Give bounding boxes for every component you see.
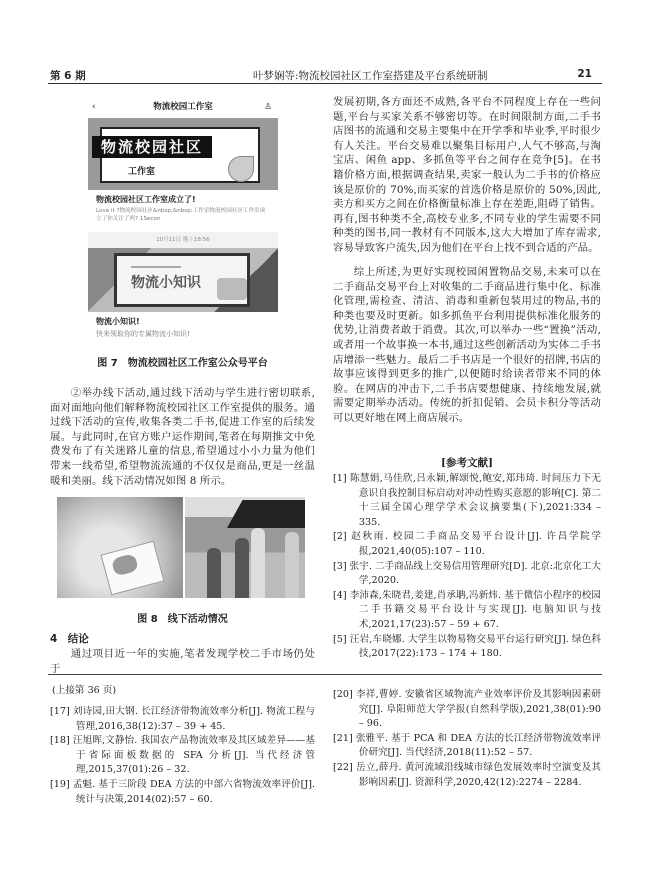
right-paragraph-1: 发展初期,各方面还不成熟,各平台不同程度上存在一些问题,平台与买家关系不够密切等。在时间限制方面,二手书店图书的流通和交易主要集中在开学季和毕业季,平时很少有人关注。平台交易难以聚集目标用户,人气不够高,与淘宝店、闲鱼 app、多抓鱼等平台之间存在竞争[5]。在书籍价格方面,根据调查结果,卖家一般认为二手书的价格应该是原价的 70%,而买家的首选价格是原价的 50%,因此,卖方和买方之间在价格衡量标准上存在差距,阻碍了销售。再有,图书种类不全,高校专业多,不同专业的学生需要不同种类的图书,同一教材有不同版本,这大大增加了库存需求,容易导致客户流失,因为他们在平台上找不到合适的产品。: [333, 96, 601, 254]
reference-item: [3] 张宇. 二手商品线上交易信用管理研究[D]. 北京:北京化工大学,2020.: [333, 560, 601, 587]
megaphone-icon: [228, 156, 254, 182]
continued-note: (上接第 36 页): [52, 685, 117, 696]
reference-item: [19] 孟魁. 基于三阶段 DEA 方法的中部六省物流效率评价[J]. 统计与决策,2014(02):57 – 60.: [50, 778, 315, 805]
user-icon: ♙: [264, 102, 272, 112]
post-desc: Love it ?物流校园社区&nbsp;&nbsp;工作室物流校园社区工作室成立了你关注了吗? 1Secon: [96, 208, 266, 222]
reference-item: [21] 张雅平. 基于 PCA 和 DEA 方法的长江经济带物流效率评价研究[J]. 当代经济,2018(11):52 – 57.: [333, 732, 601, 759]
right-paragraph-2: 综上所述,为更好实现校园闲置物品交易,未来可以在二手商品交易平台上对收集的二手商品进行集中化、标准化管理,需检查、清洁、消毒和重新包装用过的物品,书的种类也要及时更新。如多抓鱼平台利用提供标准化服务的优势,让消费者敢于消费。其次,可以举办一些“置换”活动,或者用一个故事换一本书,通过这些创新活动为实体二手书店增添一些魅力。最后二手书店是一个很好的招牌,书店的故事应该得到更多的推广,以便随时给读者带来不同的体验。在网店的冲击下,二手书店要想健康、持续地发展,就需要定期举办活动。传统的折扣促销、会员卡积分等活动可以更好地在网上商店展示。: [333, 266, 601, 424]
references-title: [参考文献]: [441, 457, 493, 469]
banner-knowledge: [88, 248, 278, 312]
photo-missing-child-flyer: [57, 497, 183, 598]
phone-title-bar: [88, 96, 278, 118]
post-card: [88, 312, 278, 348]
phone-title: 物流校园工作室: [153, 102, 213, 112]
section-heading: 4 结论: [50, 633, 89, 645]
reference-item: [22] 岳立,薛丹. 黄河流域沿线城市绿色发展效率时空演变及其影响因素[J]. 资源科学,2020,42(12):2274 – 2284.: [333, 761, 601, 788]
post-title: 物流小知识!: [96, 317, 140, 326]
reference-item: [5] 汪岩,车晓娜. 大学生以物易物交易平台运行研究[J]. 绿色科技,2017(22):173 – 174 + 180.: [333, 633, 601, 660]
reference-item: [17] 刘诗园,田大钢. 长江经济带物流效率分析[J]. 物流工程与管理,2016,38(12):37 – 39 + 45.: [50, 706, 315, 732]
reference-item: [20] 李祥,曹婷. 安徽省区域物流产业效率评价及其影响因素研究[J]. 阜阳师范大学学报(自然科学版),2021,38(01):90 – 96.: [333, 689, 601, 730]
continued-reference-list-right: [333, 688, 601, 790]
post-title: 物流校园社区工作室成立了!: [96, 195, 196, 204]
megaphone-icon: [217, 278, 247, 300]
banner1-title: 物流校园社区: [92, 136, 212, 158]
banner-community: [88, 118, 278, 190]
reference-item: [18] 汪旭晖,文静怡. 我国农产品物流效率及其区域差异——基于省际面板数据的 SFA 分析[J]. 当代经济管理,2015,37(01):26 – 32.: [50, 735, 315, 776]
section-divider: [48, 674, 602, 675]
timestamp: 10月11日 晚上18:56: [156, 237, 210, 243]
issue-number: 第 6 期: [50, 70, 86, 82]
page-header: [48, 68, 602, 84]
reference-item: [1] 陈慧娟,马佳欣,吕永颖,解颂悦,鲍安,郑玮琦. 时间压力下无意识自我控制目标启动对冲动性购买意愿的影响[C]. 第二十三届全国心理学学术会议摘要集(下),2021:334 – 335.: [333, 473, 601, 528]
running-title: 叶梦娴等:物流校园社区工作室搭建及平台系统研制: [253, 70, 488, 82]
banner1-subtitle: 工作室: [128, 167, 156, 177]
banner2-title: 物流小知识: [131, 275, 201, 291]
conclusion-paragraph: 通过项目近一年的实施,笔者发现学校二手市场仍处于: [50, 648, 315, 675]
page-number: 21: [577, 68, 592, 80]
reference-list: [333, 472, 601, 662]
figure7-caption: 图 7 物流校园社区工作室公众号平台: [97, 358, 268, 369]
continued-reference-list-left: [50, 705, 315, 807]
post-card: [88, 190, 278, 232]
reference-item: [2] 赵秋雨. 校园二手商品交易平台设计[J]. 许昌学院学报,2021,40(05):107 – 110.: [333, 531, 601, 557]
back-icon: ‹: [92, 102, 96, 112]
reference-item: [4] 李沛森,朱晓君,姜建,肖承聃,冯新炜. 基于微信小程序的校园二手书籍交易平台设计与实现[J]. 电脑知识与技术,2021,17(23):57 – 59 + 67.: [333, 589, 601, 630]
post-desc: 快来领取你的专属物流小知识!: [96, 330, 190, 338]
figure8-caption: 图 8 线下活动情况: [137, 614, 228, 625]
left-paragraph: ②举办线下活动,通过线下活动与学生进行密切联系,面对面地向他们解释物流校园社区工作室提供的服务。通过线下活动的宣传,收集各类二手书,促进工作室的后续发展。与此同时,在官方账户运作期间,笔者在每期推文中免费发布了有关迷路儿童的信息,希望通过小小力量为他们带来一线希望,希望物流流通的不仅仅是商品,更是一丝温暖和美丽。线下活动情况如图 8 所示。: [50, 387, 315, 487]
photo-offline-booth: [185, 497, 305, 598]
figure7-phone-screenshot: [88, 96, 278, 348]
